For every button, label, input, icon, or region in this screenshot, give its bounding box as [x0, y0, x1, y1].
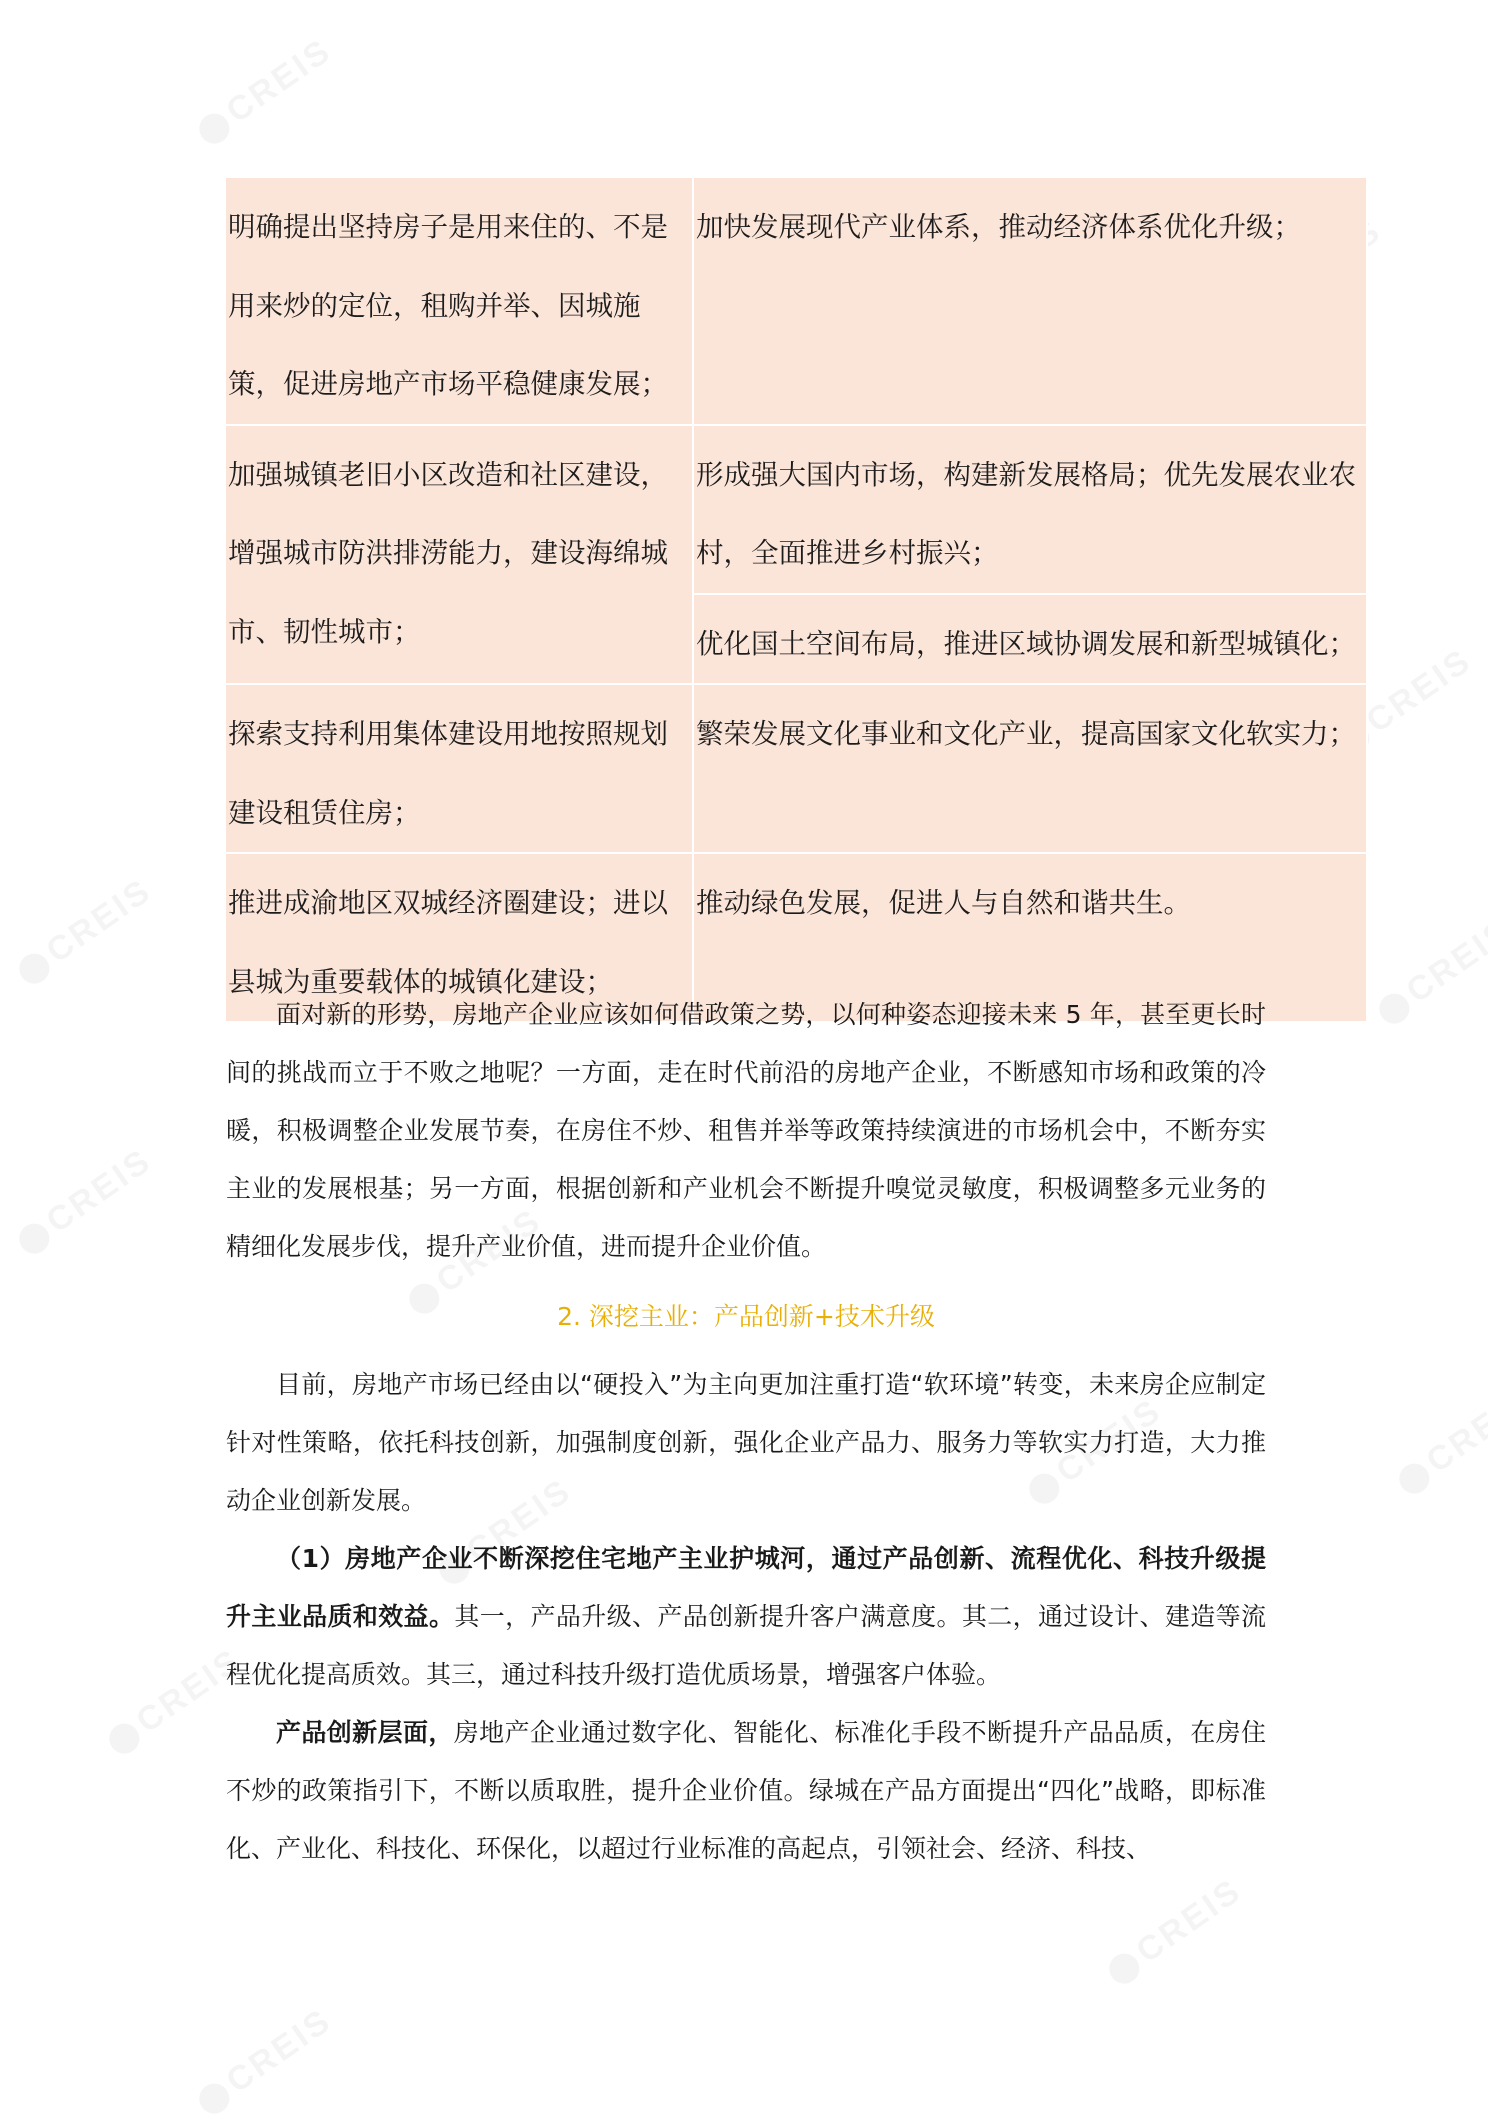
watermark-text: [39, 1141, 158, 1240]
table-cell-left: 探索支持利用集体建设用地按照规划建设租赁住房；: [226, 684, 693, 853]
body-paragraph: 面对新的形势，房地产企业应该如何借政策之势，以何种姿态迎接未来 5 年，甚至更长时间的挑战而立于不败之地呢？一方面，走在时代前沿的房地产企业，不断感知市场和政策的冷暖，积极调整企业发展节奏，在房住不炒、租售并举等政策持续演进的市场机会中，不断夯实主业的发展根基；另一方面，根据创新和产业机会不断提升嗅觉灵敏度，积极调整多元业务的精细化发展步伐，提升产业价值，进而提升企业价值。: [226, 1000, 1266, 1261]
watermark-logo: [1390, 1381, 1488, 1502]
table-cell-right: 优化国土空间布局，推进区域协调发展和新型城镇化；: [693, 594, 1367, 685]
watermark-text: [1399, 911, 1488, 1010]
table-cell-right: 繁荣发展文化事业和文化产业，提高国家文化软实力；: [693, 684, 1367, 853]
section-heading-block: [226, 1288, 1266, 1346]
watermark-text: [219, 31, 338, 130]
watermark-logo: [10, 871, 159, 992]
body-paragraph: [226, 1704, 1266, 1878]
article-body: [226, 1704, 1266, 1878]
table-cell-left: 明确提出坚持房子是用来住的、不是用来炒的定位，租购并举、因城施策，促进房地产市场平稳健康发展；: [226, 178, 693, 425]
table-row: [226, 425, 1367, 594]
article-body: [226, 986, 1266, 1276]
body-text: 其一，产品升级、产品创新提升客户满意度。其二，通过设计、建造等流程优化提高质效。其三，通过科技升级打造优质场景，增强客户体验。: [226, 1602, 1266, 1689]
bold-lead-text: 产品创新层面，: [276, 1718, 454, 1747]
section-heading: 2. 深挖主业：产品创新+技术升级: [557, 1302, 935, 1331]
watermark-text: [39, 871, 158, 970]
table-cell-right: 推动绿色发展，促进人与自然和谐共生。: [693, 853, 1367, 1022]
table-cell-left: 加强城镇老旧小区改造和社区建设，增强城市防洪排涝能力，建设海绵城市、韧性城市；: [226, 425, 693, 685]
watermark-logo: [1370, 911, 1488, 1032]
watermark-logo: [10, 1141, 159, 1262]
table-row: [226, 178, 1367, 425]
watermark-text: [1359, 641, 1478, 740]
table-row: [226, 684, 1367, 853]
body-text: 房地产企业通过数字化、智能化、标准化手段不断提升产品品质，在房住不炒的政策指引下，不断以质取胜，提升企业价值。绿城在产品方面提出“四化”战略，即标准化、产业化、科技化、环保化，以超过行业标准的高起点，引领社会、经济、科技、: [226, 1718, 1266, 1863]
watermark-text: [1419, 1381, 1488, 1480]
body-paragraph: 目前，房地产市场已经由以“硬投入”为主向更加注重打造“软环境”转变，未来房企应制定针对性策略，依托科技创新，加强制度创新，强化企业产品力、服务力等软实力打造，大力推动企业创新发展。: [226, 1370, 1266, 1515]
watermark-logo: [1100, 1871, 1249, 1992]
article-body: [226, 1530, 1266, 1704]
body-paragraph: [226, 1530, 1266, 1704]
article-body: [226, 1356, 1266, 1530]
policy-table: [226, 178, 1368, 1023]
table-cell-right: 加快发展现代产业体系，推动经济体系优化升级；: [693, 178, 1367, 425]
watermark-logo: [190, 31, 339, 152]
bold-lead-text: （1）房地产企业不断深挖住宅地产主业护城河，通过产品创新、流程优化、科技升级提升主业品质和效益。: [226, 1544, 1266, 1631]
table-cell-left: 推进成渝地区双城经济圈建设；进以县城为重要载体的城镇化建设；: [226, 853, 693, 1022]
watermark-text: [1129, 1871, 1248, 1970]
watermark-text: [219, 2001, 338, 2100]
table-cell-right: 形成强大国内市场，构建新发展格局；优先发展农业农村，全面推进乡村振兴；: [693, 425, 1367, 594]
